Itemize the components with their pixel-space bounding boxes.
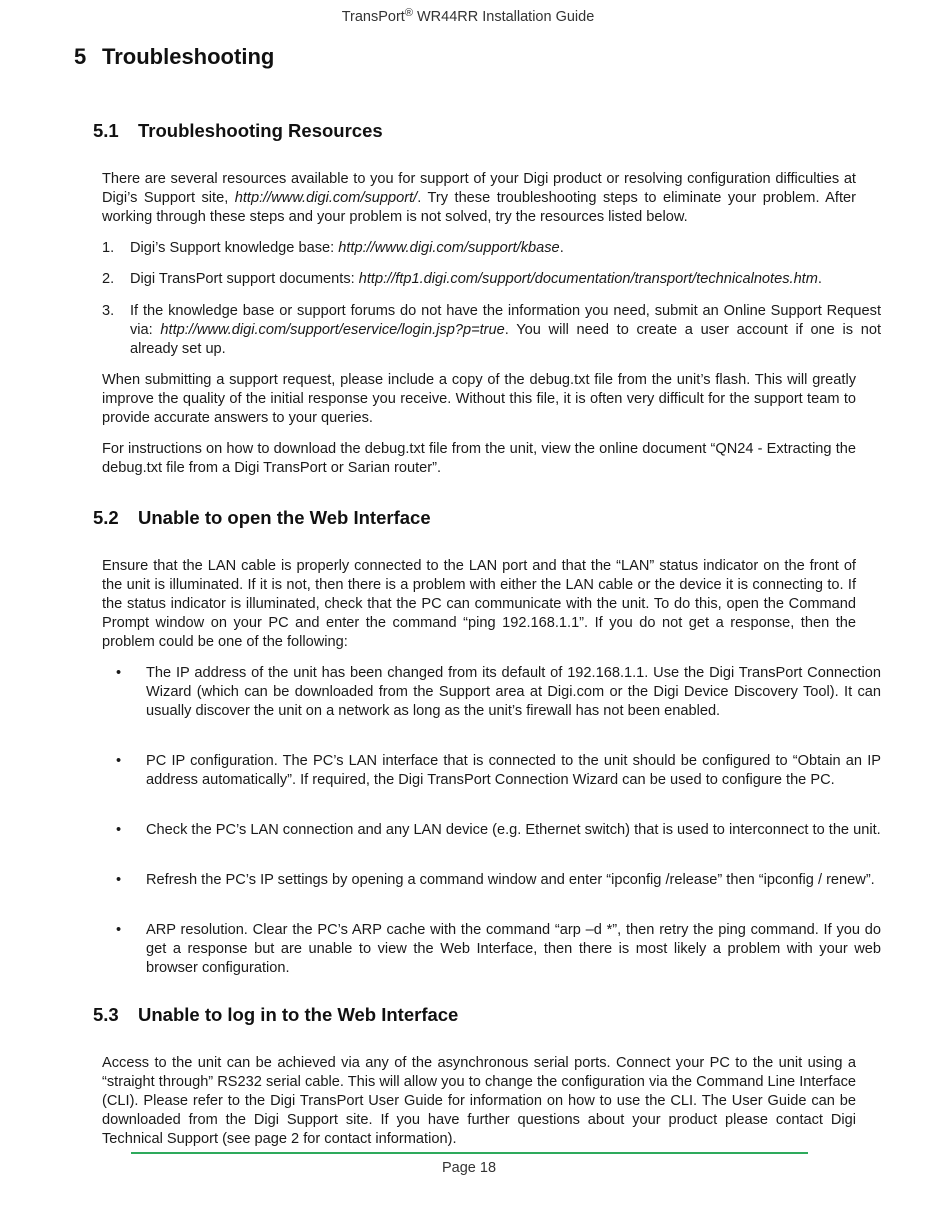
troubleshooting-bullet — [116, 871, 881, 890]
chapter-number: 5 — [74, 44, 87, 69]
technical-notes-link[interactable]: http://ftp1.digi.com/support/documentation/transport/technicalnotes.htm — [358, 271, 818, 287]
list-text: . You will need to create a user account if one is not already set up. — [130, 322, 881, 357]
bullet-icon: • — [116, 872, 122, 888]
troubleshooting-bullet — [116, 921, 881, 978]
bullet-text: PC IP configuration. The PC’s LAN interface that is connected to the unit should be configured to “Obtain an IP address automatically”. If required, the Digi TransPort Connection Wizard can be used to configure the PC. — [146, 753, 881, 788]
bullet-text: The IP address of the unit has been changed from its default of 192.168.1.1. Use the Digi TransPort Connection Wizard (which can be downloaded from the Support area at Digi.com or the Digi Device Discovery Tool). It can usually discover the unit on a network as long as the unit’s firewall has not been enabled. — [146, 665, 881, 719]
resource-list-item — [102, 302, 881, 359]
list-text: Digi’s Support knowledge base: — [130, 240, 339, 256]
section-number: 5.3 — [93, 1004, 119, 1025]
header-title-rest: WR44RR Installation Guide — [412, 9, 595, 25]
section-5-2-intro: Ensure that the LAN cable is properly connected to the LAN port and that the “LAN” status indicator on the front of the unit is illuminated. If it is not, then there is a problem with either the LAN cable or the device it is connecting to. If the status indicator is illuminated, check that the PC can communicate with the unit. To do this, open the Command Prompt window on your PC and enter the command “ping 192.168.1.1”. If you do not get a response, then the problem could be one of the following: — [102, 558, 856, 650]
bullet-icon: • — [116, 922, 122, 938]
debug-file-paragraph: When submitting a support request, please include a copy of the debug.txt file from the unit’s flash. This will greatly improve the quality of the initial response you receive. Without this file, it is often very difficult for the support team to provide accurate answers to your queries. — [102, 372, 856, 426]
section-title: Unable to log in to the Web Interface — [138, 1004, 459, 1025]
list-text: Digi TransPort support documents: — [130, 271, 359, 287]
section-title: Troubleshooting Resources — [138, 120, 383, 141]
bullet-icon: • — [116, 753, 122, 769]
list-number: 2. — [102, 271, 115, 287]
list-text: . — [559, 240, 564, 256]
section-5-1-intro — [102, 170, 856, 227]
troubleshooting-bullet — [116, 664, 881, 721]
intro-text: . Try these troubleshooting steps to eliminate your problem. After working through these steps and your problem is not solved, try the resources listed below. — [102, 190, 856, 225]
page-number: Page 18 — [441, 1160, 497, 1176]
section-number: 5.1 — [93, 120, 119, 141]
list-number: 3. — [102, 303, 115, 319]
instructions-paragraph: For instructions on how to download the debug.txt file from the unit, view the online document “QN24 - Extracting the debug.txt file from a Digi TransPort or Sarian router”. — [102, 441, 856, 476]
list-text: If the knowledge base or support forums do not have the information you need, submit an Online Support Request via: — [130, 303, 881, 338]
intro-text: There are several resources available to you for support of your Digi product or resolving configuration difficulties at Digi’s Support site, — [102, 171, 856, 206]
section-5-3-intro: Access to the unit can be achieved via any of the asynchronous serial ports. Connect your PC to the unit using a “straight through” RS232 serial cable. This will allow you to change the configuration via the Command Line Interface (CLI). Please refer to the Digi TransPort User Guide for information on how to use the CLI. The User Guide can be downloaded from the Digi Support site. If you have further questions about your product please contact Digi Technical Support (see page 2 for contact information). — [102, 1055, 856, 1147]
resource-list-item — [102, 270, 881, 289]
footer-divider — [131, 1152, 808, 1154]
kbase-link[interactable]: http://www.digi.com/support/kbase — [338, 240, 560, 256]
section-heading-5-2 — [93, 507, 431, 529]
list-text: . — [817, 271, 822, 287]
eservice-login-link[interactable]: http://www.digi.com/support/eservice/login.jsp?p=true — [160, 322, 505, 338]
resource-list-item — [102, 239, 881, 258]
bullet-icon: • — [116, 822, 122, 838]
bullet-text: Check the PC’s LAN connection and any LAN device (e.g. Ethernet switch) that is used to interconnect to the unit. — [146, 822, 881, 838]
chapter-heading — [74, 44, 274, 70]
chapter-title: Troubleshooting — [102, 44, 275, 69]
header-product: TransPort — [341, 9, 405, 25]
bullet-text: ARP resolution. Clear the PC’s ARP cache with the command “arp –d *”, then retry the ping command. If you do get a response but are unable to view the Web Interface, then there is most likely a problem with your web browser configuration. — [146, 922, 881, 976]
troubleshooting-bullet — [116, 821, 881, 840]
troubleshooting-bullet — [116, 752, 881, 790]
section-title: Unable to open the Web Interface — [138, 507, 431, 528]
list-number: 1. — [102, 240, 115, 256]
bullet-icon: • — [116, 665, 122, 681]
section-heading-5-1 — [93, 120, 383, 142]
running-header — [0, 9, 936, 25]
list-item-body — [130, 302, 881, 359]
list-item-body — [130, 270, 881, 289]
section-number: 5.2 — [93, 507, 119, 528]
registered-mark: ® — [404, 7, 413, 19]
bullet-text: Refresh the PC’s IP settings by opening a command window and enter “ipconfig /release” then “ipconfig / renew”. — [146, 872, 875, 888]
section-heading-5-3 — [93, 1004, 458, 1026]
list-item-body — [130, 239, 881, 258]
support-site-link[interactable]: http://www.digi.com/support/ — [234, 190, 418, 206]
